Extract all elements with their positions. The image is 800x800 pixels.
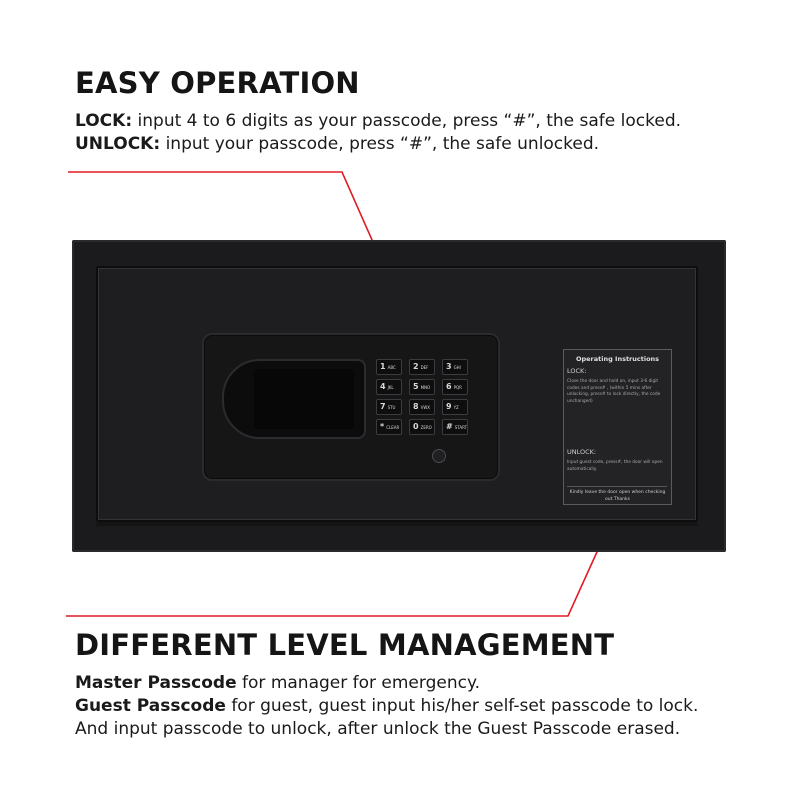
unlock-label: UNLOCK: bbox=[75, 134, 161, 154]
guest-text: for guest, guest input his/her self-set passcode to lock. bbox=[225, 696, 699, 716]
sticker-lock-body: Close the door and hold on, input 3-6 digit codes and press# , (within 5 mins after unlocking, press# to lock directly, the code unchanged) bbox=[567, 379, 661, 404]
unlock-line bbox=[75, 133, 681, 156]
master-label: Master Passcode bbox=[75, 673, 237, 693]
guest-label: Guest Passcode bbox=[75, 696, 226, 716]
control-panel bbox=[202, 333, 500, 481]
sticker-unlock-body: Input guest code, press#, the door will open automatically. bbox=[567, 460, 663, 472]
key-number: 4 bbox=[380, 382, 386, 391]
key-letters: JKL bbox=[387, 385, 394, 390]
key-number: 6 bbox=[446, 382, 452, 391]
unlock-erase-line: And input passcode to unlock, after unlock the Guest Passcode erased. bbox=[75, 719, 681, 739]
level-management-heading: DIFFERENT LEVEL MANAGEMENT bbox=[75, 628, 615, 662]
key-4[interactable] bbox=[376, 379, 402, 395]
lock-line bbox=[75, 110, 681, 133]
key-number: 2 bbox=[413, 362, 419, 371]
operating-instructions-sticker bbox=[563, 349, 672, 505]
key-star[interactable] bbox=[376, 419, 402, 435]
key-number: # bbox=[446, 422, 453, 431]
sticker-lock-label: LOCK: bbox=[567, 367, 587, 375]
safe-illustration bbox=[72, 240, 726, 552]
key-0[interactable] bbox=[409, 419, 435, 435]
door-bottom-edge bbox=[96, 522, 698, 526]
key-number: 7 bbox=[380, 402, 386, 411]
key-number: 5 bbox=[413, 382, 419, 391]
easy-operation-text bbox=[75, 110, 681, 156]
key-letters: CLEAR bbox=[386, 425, 400, 430]
key-9[interactable] bbox=[442, 399, 468, 415]
key-letters: YZ bbox=[453, 405, 459, 410]
key-number: 3 bbox=[446, 362, 452, 371]
key-5[interactable] bbox=[409, 379, 435, 395]
indicator-led bbox=[432, 449, 446, 463]
key-letters: ZERO bbox=[420, 425, 432, 430]
sticker-title: Operating Instructions bbox=[575, 355, 660, 363]
sticker-footer: Kindly leave the door open when checking out.Thanks bbox=[569, 490, 666, 502]
safe-door bbox=[96, 266, 698, 522]
guest-line bbox=[75, 695, 698, 718]
key-letters: GHI bbox=[453, 365, 461, 370]
lock-label: LOCK: bbox=[75, 111, 133, 131]
key-2[interactable] bbox=[409, 359, 435, 375]
key-7[interactable] bbox=[376, 399, 402, 415]
key-letters: VWX bbox=[420, 405, 431, 410]
key-number: 9 bbox=[446, 402, 452, 411]
key-number: 8 bbox=[413, 402, 419, 411]
unlock-text: input your passcode, press “#”, the safe unlocked. bbox=[160, 134, 600, 154]
key-number: 0 bbox=[413, 422, 419, 431]
master-text: for manager for emergency. bbox=[236, 673, 480, 693]
key-letters: PQR bbox=[453, 385, 462, 390]
key-8[interactable] bbox=[409, 399, 435, 415]
key-3[interactable] bbox=[442, 359, 468, 375]
key-letters: START bbox=[454, 425, 468, 430]
key-letters: STU bbox=[387, 405, 396, 410]
key-number: * bbox=[380, 422, 385, 431]
key-letters: ABC bbox=[387, 365, 396, 370]
key-letters: DEF bbox=[420, 365, 429, 370]
lock-text: input 4 to 6 digits as your passcode, press “#”, the safe locked. bbox=[132, 111, 682, 131]
key-6[interactable] bbox=[442, 379, 468, 395]
level-management-text bbox=[75, 672, 698, 741]
key-hash[interactable] bbox=[442, 419, 468, 435]
sticker-unlock-label: UNLOCK: bbox=[567, 448, 597, 456]
sticker-divider bbox=[567, 486, 667, 487]
key-number: 1 bbox=[380, 362, 386, 371]
door-handle bbox=[222, 359, 366, 439]
handle-recess bbox=[254, 369, 354, 429]
easy-operation-heading: EASY OPERATION bbox=[75, 66, 360, 100]
key-letters: MNO bbox=[420, 385, 431, 390]
key-1[interactable] bbox=[376, 359, 402, 375]
master-line bbox=[75, 672, 698, 695]
